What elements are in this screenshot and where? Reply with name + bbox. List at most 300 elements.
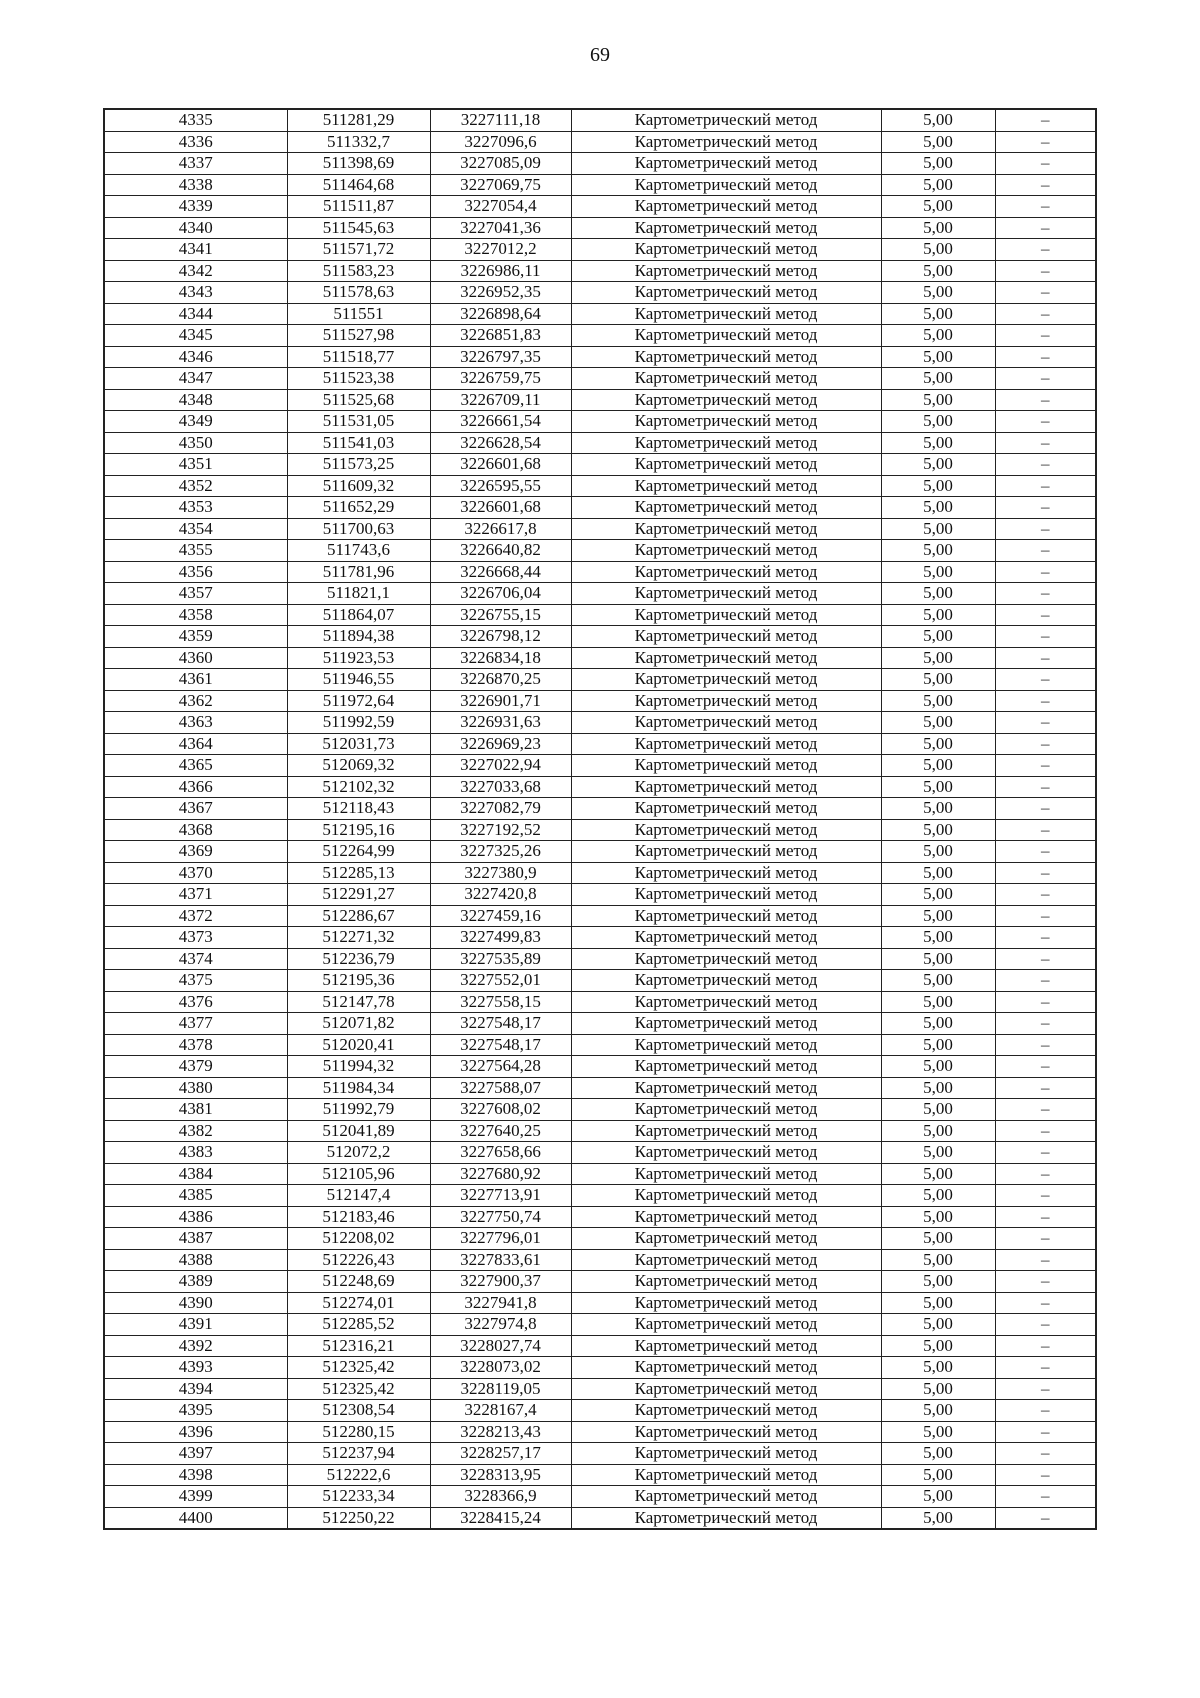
x-coordinate-cell: 511992,79 <box>287 1099 430 1121</box>
accuracy-cell: 5,00 <box>881 1142 995 1164</box>
description-cell: – <box>995 1464 1096 1486</box>
x-coordinate-cell: 511972,64 <box>287 690 430 712</box>
y-coordinate-cell: 3227564,28 <box>430 1056 571 1078</box>
table-row <box>104 239 1096 261</box>
y-coordinate-cell: 3227750,74 <box>430 1206 571 1228</box>
table-row <box>104 174 1096 196</box>
y-coordinate-cell: 3226601,68 <box>430 497 571 519</box>
accuracy-cell: 5,00 <box>881 1206 995 1228</box>
x-coordinate-cell: 512195,36 <box>287 970 430 992</box>
table-row <box>104 497 1096 519</box>
y-coordinate-cell: 3228366,9 <box>430 1486 571 1508</box>
description-cell: – <box>995 346 1096 368</box>
point-number-cell: 4397 <box>104 1443 287 1465</box>
accuracy-cell: 5,00 <box>881 1507 995 1529</box>
y-coordinate-cell: 3227658,66 <box>430 1142 571 1164</box>
y-coordinate-cell: 3227041,36 <box>430 217 571 239</box>
y-coordinate-cell: 3227499,83 <box>430 927 571 949</box>
table-row <box>104 604 1096 626</box>
table-row <box>104 325 1096 347</box>
table-row <box>104 1013 1096 1035</box>
table-row <box>104 669 1096 691</box>
x-coordinate-cell: 511545,63 <box>287 217 430 239</box>
description-cell: – <box>995 927 1096 949</box>
point-number-cell: 4370 <box>104 862 287 884</box>
table-row <box>104 819 1096 841</box>
point-number-cell: 4338 <box>104 174 287 196</box>
page-number: 69 <box>590 44 610 66</box>
method-cell: Картометрический метод <box>571 1142 881 1164</box>
method-cell: Картометрический метод <box>571 841 881 863</box>
method-cell: Картометрический метод <box>571 647 881 669</box>
point-number-cell: 4398 <box>104 1464 287 1486</box>
point-number-cell: 4337 <box>104 153 287 175</box>
x-coordinate-cell: 512031,73 <box>287 733 430 755</box>
x-coordinate-cell: 512264,99 <box>287 841 430 863</box>
accuracy-cell: 5,00 <box>881 497 995 519</box>
accuracy-cell: 5,00 <box>881 970 995 992</box>
accuracy-cell: 5,00 <box>881 475 995 497</box>
x-coordinate-cell: 512183,46 <box>287 1206 430 1228</box>
table-row <box>104 260 1096 282</box>
y-coordinate-cell: 3227796,01 <box>430 1228 571 1250</box>
table-row <box>104 196 1096 218</box>
description-cell: – <box>995 1163 1096 1185</box>
point-number-cell: 4388 <box>104 1249 287 1271</box>
table-row <box>104 475 1096 497</box>
accuracy-cell: 5,00 <box>881 260 995 282</box>
method-cell: Картометрический метод <box>571 454 881 476</box>
point-number-cell: 4395 <box>104 1400 287 1422</box>
y-coordinate-cell: 3226706,04 <box>430 583 571 605</box>
y-coordinate-cell: 3226661,54 <box>430 411 571 433</box>
method-cell: Картометрический метод <box>571 389 881 411</box>
x-coordinate-cell: 511984,34 <box>287 1077 430 1099</box>
point-number-cell: 4353 <box>104 497 287 519</box>
y-coordinate-cell: 3227096,6 <box>430 131 571 153</box>
method-cell: Картометрический метод <box>571 282 881 304</box>
table-row <box>104 1249 1096 1271</box>
y-coordinate-cell: 3227588,07 <box>430 1077 571 1099</box>
accuracy-cell: 5,00 <box>881 798 995 820</box>
x-coordinate-cell: 511573,25 <box>287 454 430 476</box>
description-cell: – <box>995 109 1096 131</box>
table-row <box>104 368 1096 390</box>
table-row <box>104 389 1096 411</box>
x-coordinate-cell: 512147,4 <box>287 1185 430 1207</box>
method-cell: Картометрический метод <box>571 604 881 626</box>
accuracy-cell: 5,00 <box>881 604 995 626</box>
y-coordinate-cell: 3226834,18 <box>430 647 571 669</box>
description-cell: – <box>995 905 1096 927</box>
table-row <box>104 1228 1096 1250</box>
description-cell: – <box>995 1249 1096 1271</box>
description-cell: – <box>995 583 1096 605</box>
method-cell: Картометрический метод <box>571 1443 881 1465</box>
x-coordinate-cell: 512226,43 <box>287 1249 430 1271</box>
table-row <box>104 303 1096 325</box>
method-cell: Картометрический метод <box>571 862 881 884</box>
y-coordinate-cell: 3226640,82 <box>430 540 571 562</box>
description-cell: – <box>995 260 1096 282</box>
coordinates-table-body <box>104 109 1096 1529</box>
table-row <box>104 1400 1096 1422</box>
accuracy-cell: 5,00 <box>881 518 995 540</box>
accuracy-cell: 5,00 <box>881 884 995 906</box>
x-coordinate-cell: 512020,41 <box>287 1034 430 1056</box>
description-cell: – <box>995 626 1096 648</box>
y-coordinate-cell: 3227325,26 <box>430 841 571 863</box>
table-row <box>104 991 1096 1013</box>
method-cell: Картометрический метод <box>571 905 881 927</box>
method-cell: Картометрический метод <box>571 1400 881 1422</box>
y-coordinate-cell: 3226870,25 <box>430 669 571 691</box>
point-number-cell: 4369 <box>104 841 287 863</box>
table-row <box>104 733 1096 755</box>
accuracy-cell: 5,00 <box>881 1056 995 1078</box>
x-coordinate-cell: 511994,32 <box>287 1056 430 1078</box>
method-cell: Картометрический метод <box>571 1464 881 1486</box>
description-cell: – <box>995 282 1096 304</box>
method-cell: Картометрический метод <box>571 1357 881 1379</box>
table-row <box>104 518 1096 540</box>
table-row <box>104 862 1096 884</box>
method-cell: Картометрический метод <box>571 669 881 691</box>
method-cell: Картометрический метод <box>571 174 881 196</box>
table-row <box>104 776 1096 798</box>
description-cell: – <box>995 432 1096 454</box>
table-row <box>104 346 1096 368</box>
method-cell: Картометрический метод <box>571 1486 881 1508</box>
accuracy-cell: 5,00 <box>881 1013 995 1035</box>
description-cell: – <box>995 970 1096 992</box>
table-row <box>104 948 1096 970</box>
x-coordinate-cell: 511281,29 <box>287 109 430 131</box>
point-number-cell: 4367 <box>104 798 287 820</box>
y-coordinate-cell: 3226986,11 <box>430 260 571 282</box>
description-cell: – <box>995 1120 1096 1142</box>
table-row <box>104 970 1096 992</box>
x-coordinate-cell: 512285,13 <box>287 862 430 884</box>
y-coordinate-cell: 3227558,15 <box>430 991 571 1013</box>
accuracy-cell: 5,00 <box>881 626 995 648</box>
y-coordinate-cell: 3226595,55 <box>430 475 571 497</box>
accuracy-cell: 5,00 <box>881 174 995 196</box>
y-coordinate-cell: 3226797,35 <box>430 346 571 368</box>
table-row <box>104 1507 1096 1529</box>
description-cell: – <box>995 1142 1096 1164</box>
table-row <box>104 798 1096 820</box>
method-cell: Картометрический метод <box>571 303 881 325</box>
method-cell: Картометрический метод <box>571 991 881 1013</box>
y-coordinate-cell: 3227033,68 <box>430 776 571 798</box>
point-number-cell: 4346 <box>104 346 287 368</box>
point-number-cell: 4378 <box>104 1034 287 1056</box>
x-coordinate-cell: 511864,07 <box>287 604 430 626</box>
accuracy-cell: 5,00 <box>881 712 995 734</box>
x-coordinate-cell: 511894,38 <box>287 626 430 648</box>
x-coordinate-cell: 512147,78 <box>287 991 430 1013</box>
y-coordinate-cell: 3226898,64 <box>430 303 571 325</box>
method-cell: Картометрический метод <box>571 217 881 239</box>
accuracy-cell: 5,00 <box>881 905 995 927</box>
table-row <box>104 884 1096 906</box>
method-cell: Картометрический метод <box>571 1378 881 1400</box>
point-number-cell: 4387 <box>104 1228 287 1250</box>
y-coordinate-cell: 3226931,63 <box>430 712 571 734</box>
description-cell: – <box>995 1378 1096 1400</box>
description-cell: – <box>995 454 1096 476</box>
point-number-cell: 4356 <box>104 561 287 583</box>
y-coordinate-cell: 3227833,61 <box>430 1249 571 1271</box>
description-cell: – <box>995 475 1096 497</box>
point-number-cell: 4342 <box>104 260 287 282</box>
description-cell: – <box>995 1292 1096 1314</box>
accuracy-cell: 5,00 <box>881 1378 995 1400</box>
table-row <box>104 454 1096 476</box>
point-number-cell: 4336 <box>104 131 287 153</box>
y-coordinate-cell: 3226759,75 <box>430 368 571 390</box>
x-coordinate-cell: 511571,72 <box>287 239 430 261</box>
method-cell: Картометрический метод <box>571 368 881 390</box>
accuracy-cell: 5,00 <box>881 325 995 347</box>
method-cell: Картометрический метод <box>571 411 881 433</box>
accuracy-cell: 5,00 <box>881 561 995 583</box>
x-coordinate-cell: 511609,32 <box>287 475 430 497</box>
accuracy-cell: 5,00 <box>881 647 995 669</box>
method-cell: Картометрический метод <box>571 239 881 261</box>
description-cell: – <box>995 131 1096 153</box>
y-coordinate-cell: 3226969,23 <box>430 733 571 755</box>
y-coordinate-cell: 3227552,01 <box>430 970 571 992</box>
description-cell: – <box>995 1443 1096 1465</box>
x-coordinate-cell: 511652,29 <box>287 497 430 519</box>
y-coordinate-cell: 3226668,44 <box>430 561 571 583</box>
table-row <box>104 540 1096 562</box>
x-coordinate-cell: 511781,96 <box>287 561 430 583</box>
table-row <box>104 1464 1096 1486</box>
accuracy-cell: 5,00 <box>881 1292 995 1314</box>
accuracy-cell: 5,00 <box>881 109 995 131</box>
point-number-cell: 4363 <box>104 712 287 734</box>
y-coordinate-cell: 3226755,15 <box>430 604 571 626</box>
point-number-cell: 4364 <box>104 733 287 755</box>
method-cell: Картометрический метод <box>571 1507 881 1529</box>
y-coordinate-cell: 3227069,75 <box>430 174 571 196</box>
accuracy-cell: 5,00 <box>881 196 995 218</box>
accuracy-cell: 5,00 <box>881 583 995 605</box>
description-cell: – <box>995 239 1096 261</box>
method-cell: Картометрический метод <box>571 346 881 368</box>
table-row <box>104 927 1096 949</box>
x-coordinate-cell: 511518,77 <box>287 346 430 368</box>
method-cell: Картометрический метод <box>571 1292 881 1314</box>
y-coordinate-cell: 3227900,37 <box>430 1271 571 1293</box>
accuracy-cell: 5,00 <box>881 153 995 175</box>
description-cell: – <box>995 1013 1096 1035</box>
description-cell: – <box>995 604 1096 626</box>
point-number-cell: 4396 <box>104 1421 287 1443</box>
point-number-cell: 4381 <box>104 1099 287 1121</box>
x-coordinate-cell: 511923,53 <box>287 647 430 669</box>
table-row <box>104 153 1096 175</box>
method-cell: Картометрический метод <box>571 109 881 131</box>
description-cell: – <box>995 1099 1096 1121</box>
point-number-cell: 4345 <box>104 325 287 347</box>
point-number-cell: 4357 <box>104 583 287 605</box>
point-number-cell: 4380 <box>104 1077 287 1099</box>
description-cell: – <box>995 712 1096 734</box>
method-cell: Картометрический метод <box>571 1206 881 1228</box>
x-coordinate-cell: 512222,6 <box>287 1464 430 1486</box>
method-cell: Картометрический метод <box>571 1249 881 1271</box>
method-cell: Картометрический метод <box>571 819 881 841</box>
table-row <box>104 583 1096 605</box>
point-number-cell: 4374 <box>104 948 287 970</box>
method-cell: Картометрический метод <box>571 927 881 949</box>
description-cell: – <box>995 518 1096 540</box>
table-row <box>104 1443 1096 1465</box>
accuracy-cell: 5,00 <box>881 733 995 755</box>
accuracy-cell: 5,00 <box>881 1464 995 1486</box>
y-coordinate-cell: 3228313,95 <box>430 1464 571 1486</box>
y-coordinate-cell: 3227680,92 <box>430 1163 571 1185</box>
table-row <box>104 1077 1096 1099</box>
y-coordinate-cell: 3228027,74 <box>430 1335 571 1357</box>
description-cell: – <box>995 733 1096 755</box>
accuracy-cell: 5,00 <box>881 1357 995 1379</box>
description-cell: – <box>995 1400 1096 1422</box>
point-number-cell: 4389 <box>104 1271 287 1293</box>
accuracy-cell: 5,00 <box>881 669 995 691</box>
description-cell: – <box>995 1271 1096 1293</box>
y-coordinate-cell: 3227192,52 <box>430 819 571 841</box>
point-number-cell: 4347 <box>104 368 287 390</box>
y-coordinate-cell: 3226798,12 <box>430 626 571 648</box>
description-cell: – <box>995 776 1096 798</box>
method-cell: Картометрический метод <box>571 583 881 605</box>
description-cell: – <box>995 862 1096 884</box>
point-number-cell: 4371 <box>104 884 287 906</box>
description-cell: – <box>995 174 1096 196</box>
description-cell: – <box>995 884 1096 906</box>
y-coordinate-cell: 3227974,8 <box>430 1314 571 1336</box>
accuracy-cell: 5,00 <box>881 454 995 476</box>
y-coordinate-cell: 3228257,17 <box>430 1443 571 1465</box>
table-row <box>104 712 1096 734</box>
accuracy-cell: 5,00 <box>881 389 995 411</box>
description-cell: – <box>995 540 1096 562</box>
x-coordinate-cell: 512069,32 <box>287 755 430 777</box>
accuracy-cell: 5,00 <box>881 346 995 368</box>
accuracy-cell: 5,00 <box>881 1314 995 1336</box>
x-coordinate-cell: 512286,67 <box>287 905 430 927</box>
description-cell: – <box>995 1056 1096 1078</box>
description-cell: – <box>995 561 1096 583</box>
accuracy-cell: 5,00 <box>881 991 995 1013</box>
point-number-cell: 4339 <box>104 196 287 218</box>
x-coordinate-cell: 511743,6 <box>287 540 430 562</box>
x-coordinate-cell: 512248,69 <box>287 1271 430 1293</box>
method-cell: Картометрический метод <box>571 733 881 755</box>
point-number-cell: 4348 <box>104 389 287 411</box>
accuracy-cell: 5,00 <box>881 690 995 712</box>
point-number-cell: 4390 <box>104 1292 287 1314</box>
y-coordinate-cell: 3227054,4 <box>430 196 571 218</box>
accuracy-cell: 5,00 <box>881 432 995 454</box>
y-coordinate-cell: 3227459,16 <box>430 905 571 927</box>
point-number-cell: 4365 <box>104 755 287 777</box>
table-row <box>104 109 1096 131</box>
method-cell: Картометрический метод <box>571 1099 881 1121</box>
description-cell: – <box>995 991 1096 1013</box>
point-number-cell: 4355 <box>104 540 287 562</box>
point-number-cell: 4340 <box>104 217 287 239</box>
point-number-cell: 4360 <box>104 647 287 669</box>
y-coordinate-cell: 3226901,71 <box>430 690 571 712</box>
table-row <box>104 1142 1096 1164</box>
description-cell: – <box>995 690 1096 712</box>
accuracy-cell: 5,00 <box>881 1421 995 1443</box>
description-cell: – <box>995 1185 1096 1207</box>
x-coordinate-cell: 512072,2 <box>287 1142 430 1164</box>
description-cell: – <box>995 798 1096 820</box>
table-row <box>104 1056 1096 1078</box>
x-coordinate-cell: 511700,63 <box>287 518 430 540</box>
table-row <box>104 755 1096 777</box>
x-coordinate-cell: 512325,42 <box>287 1378 430 1400</box>
y-coordinate-cell: 3227640,25 <box>430 1120 571 1142</box>
method-cell: Картометрический метод <box>571 196 881 218</box>
point-number-cell: 4383 <box>104 1142 287 1164</box>
accuracy-cell: 5,00 <box>881 776 995 798</box>
y-coordinate-cell: 3227420,8 <box>430 884 571 906</box>
point-number-cell: 4358 <box>104 604 287 626</box>
x-coordinate-cell: 512236,79 <box>287 948 430 970</box>
description-cell: – <box>995 497 1096 519</box>
y-coordinate-cell: 3226952,35 <box>430 282 571 304</box>
description-cell: – <box>995 1228 1096 1250</box>
point-number-cell: 4399 <box>104 1486 287 1508</box>
point-number-cell: 4382 <box>104 1120 287 1142</box>
x-coordinate-cell: 512250,22 <box>287 1507 430 1529</box>
x-coordinate-cell: 511821,1 <box>287 583 430 605</box>
x-coordinate-cell: 512291,27 <box>287 884 430 906</box>
table-row <box>104 561 1096 583</box>
method-cell: Картометрический метод <box>571 948 881 970</box>
description-cell: – <box>995 217 1096 239</box>
method-cell: Картометрический метод <box>571 626 881 648</box>
x-coordinate-cell: 512208,02 <box>287 1228 430 1250</box>
x-coordinate-cell: 512118,43 <box>287 798 430 820</box>
x-coordinate-cell: 511578,63 <box>287 282 430 304</box>
method-cell: Картометрический метод <box>571 1034 881 1056</box>
y-coordinate-cell: 3227941,8 <box>430 1292 571 1314</box>
table-row <box>104 1357 1096 1379</box>
method-cell: Картометрический метод <box>571 1077 881 1099</box>
point-number-cell: 4361 <box>104 669 287 691</box>
table-row <box>104 1206 1096 1228</box>
method-cell: Картометрический метод <box>571 1228 881 1250</box>
point-number-cell: 4366 <box>104 776 287 798</box>
description-cell: – <box>995 1486 1096 1508</box>
y-coordinate-cell: 3227713,91 <box>430 1185 571 1207</box>
accuracy-cell: 5,00 <box>881 948 995 970</box>
description-cell: – <box>995 647 1096 669</box>
method-cell: Картометрический метод <box>571 1013 881 1035</box>
coordinates-table <box>103 108 1097 1530</box>
method-cell: Картометрический метод <box>571 712 881 734</box>
